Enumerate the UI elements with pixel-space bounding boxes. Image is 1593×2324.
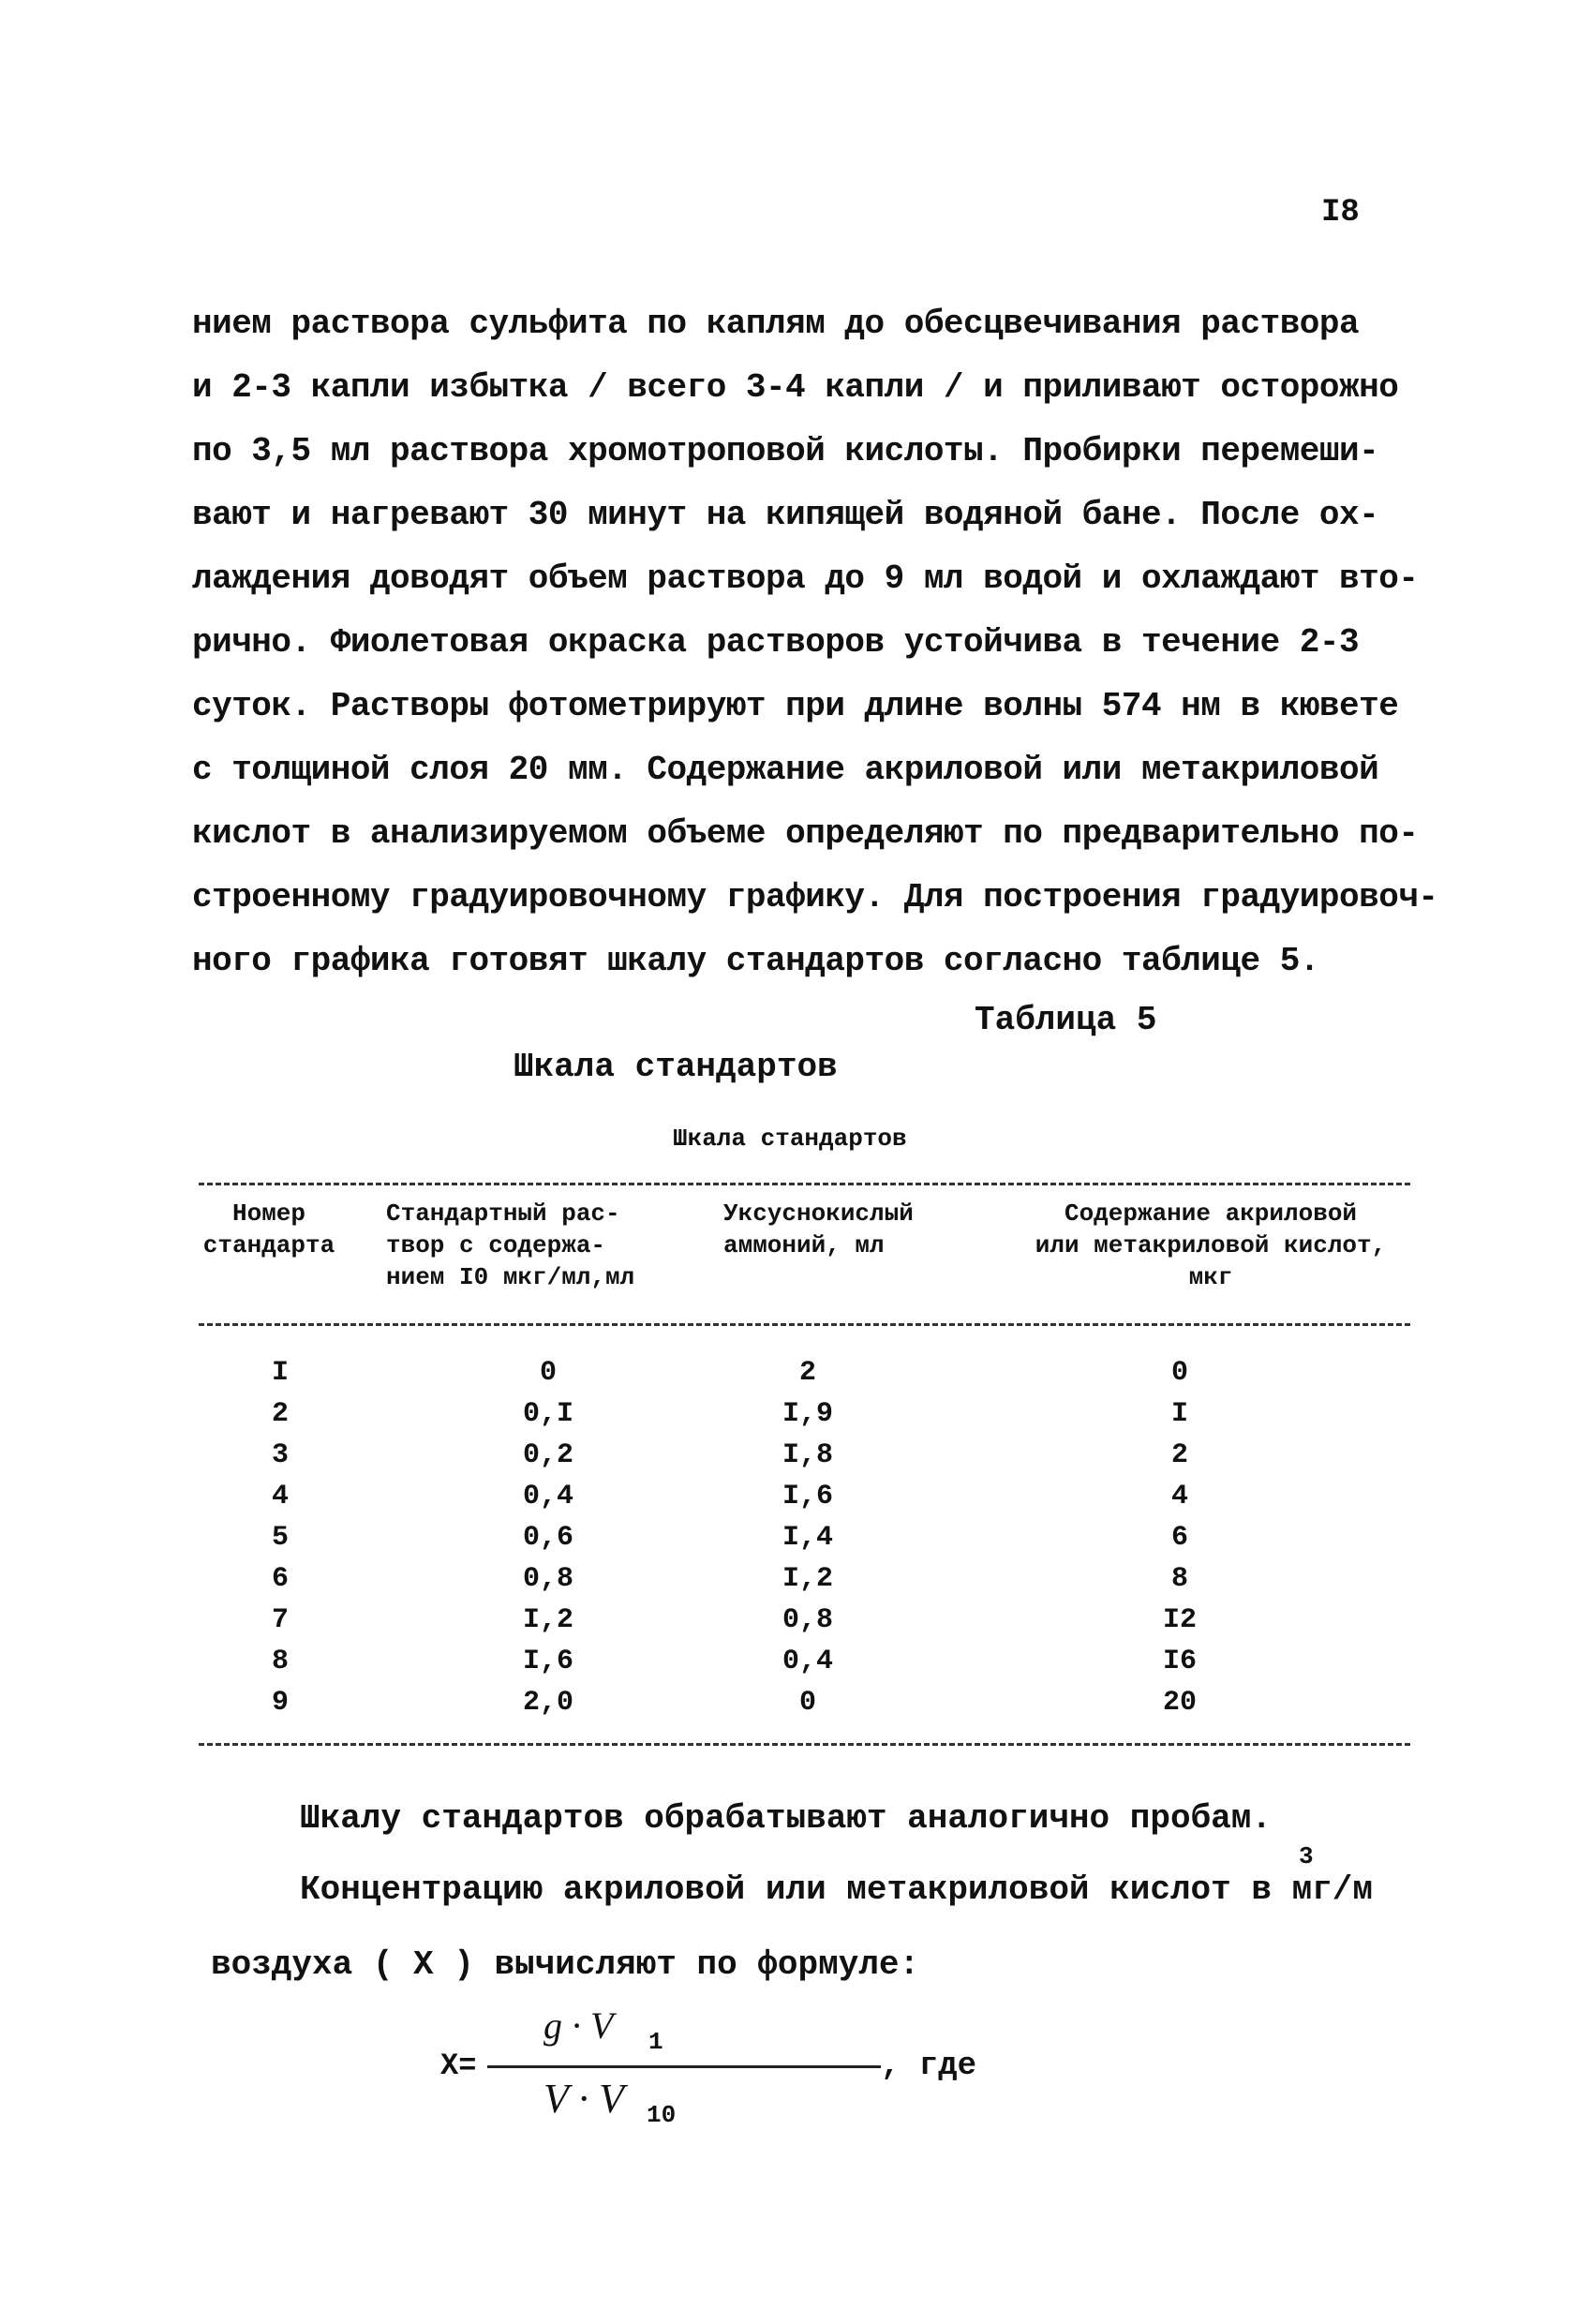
text-line: и 2-3 капли избытка / всего 3-4 капли / и приливают осторожно (192, 368, 1399, 407)
body-paragraph (192, 292, 1438, 993)
table-row: 5 0,6 I,4 6 (271, 1522, 1188, 1554)
table-row: 4 0,4 I,6 4 (271, 1481, 1188, 1512)
table-title: Шкала стандартов (514, 1048, 838, 1086)
formula-denominator-subscript: 10 (647, 2101, 677, 2129)
table-row: 8 I,6 0,4 I6 (271, 1646, 1197, 1677)
text-line: лаждения доводят объем раствора до 9 мл водой и охлаждают вто- (192, 559, 1419, 598)
text-line: суток. Растворы фотометрируют при длине волны 574 нм в кювете (192, 687, 1399, 725)
table-bottom-rule (199, 1743, 1410, 1746)
header-standard-number: Номер стандарта (202, 1199, 335, 1259)
after-table-text-2: Концентрацию акриловой или метакриловой кислот в мг/м (300, 1870, 1373, 1909)
text-line: ного графика готовят шкалу стандартов согласно таблице 5. (192, 942, 1319, 980)
concentration-formula (440, 1996, 1003, 2137)
formula-numerator-subscript: 1 (648, 2028, 663, 2056)
formula-lhs: X= (440, 2048, 477, 2083)
table-row: 9 2,0 0 20 (271, 1687, 1197, 1719)
after-table-text-3: воздуха ( X ) вычисляют по формуле: (211, 1945, 920, 1984)
text-line: нием раствора сульфита по каплям до обесцвечивания раствора (192, 305, 1360, 343)
header-acid-content: Содержание акриловой или метакриловой кислот, мкг (1035, 1199, 1387, 1291)
table-label: Таблица 5 (975, 1001, 1157, 1039)
fraction-bar (487, 2065, 881, 2068)
text-line: строенному градуировочному графику. Для построения градуировоч- (192, 878, 1438, 916)
formula-numerator: g · V (543, 2004, 614, 2047)
text-line: по 3,5 мл раствора хромотроповой кислоты. Пробирки перемеши- (192, 432, 1379, 470)
formula-denominator: V · V (543, 2076, 624, 2122)
text-line: с толщиной слоя 20 мм. Содержание акриловой или метакриловой (192, 751, 1379, 789)
table-subtitle: Шкала стандартов (673, 1125, 907, 1153)
table-row: I 0 2 0 (271, 1357, 1188, 1389)
cubic-superscript: 3 (1299, 1842, 1314, 1870)
after-table-text-1: Шкалу стандартов обрабатывают аналогично пробам. (300, 1799, 1272, 1838)
page-number: I8 (1321, 195, 1360, 231)
table-row: 7 I,2 0,8 I2 (271, 1604, 1197, 1636)
formula-suffix: , где (881, 2048, 977, 2084)
table-row: 6 0,8 I,2 8 (271, 1563, 1188, 1595)
header-standard-solution: Стандартный рас- твор с содержа- нием I0 мкг/мл,мл (386, 1199, 635, 1291)
header-ammonium-acetate: Уксуснокислый аммоний, мл (723, 1199, 914, 1259)
table-row: 2 0,I I,9 I (271, 1398, 1188, 1430)
table-top-rule (199, 1183, 1410, 1185)
table-header-rule (199, 1323, 1410, 1326)
text-line: рично. Фиолетовая окраска растворов устойчива в течение 2-3 (192, 623, 1360, 662)
table-row: 3 0,2 I,8 2 (271, 1439, 1188, 1471)
text-line: вают и нагревают 30 минут на кипящей водяной бане. После ох- (192, 496, 1379, 534)
text-line: кислот в анализируемом объеме определяют по предварительно по- (192, 814, 1419, 853)
